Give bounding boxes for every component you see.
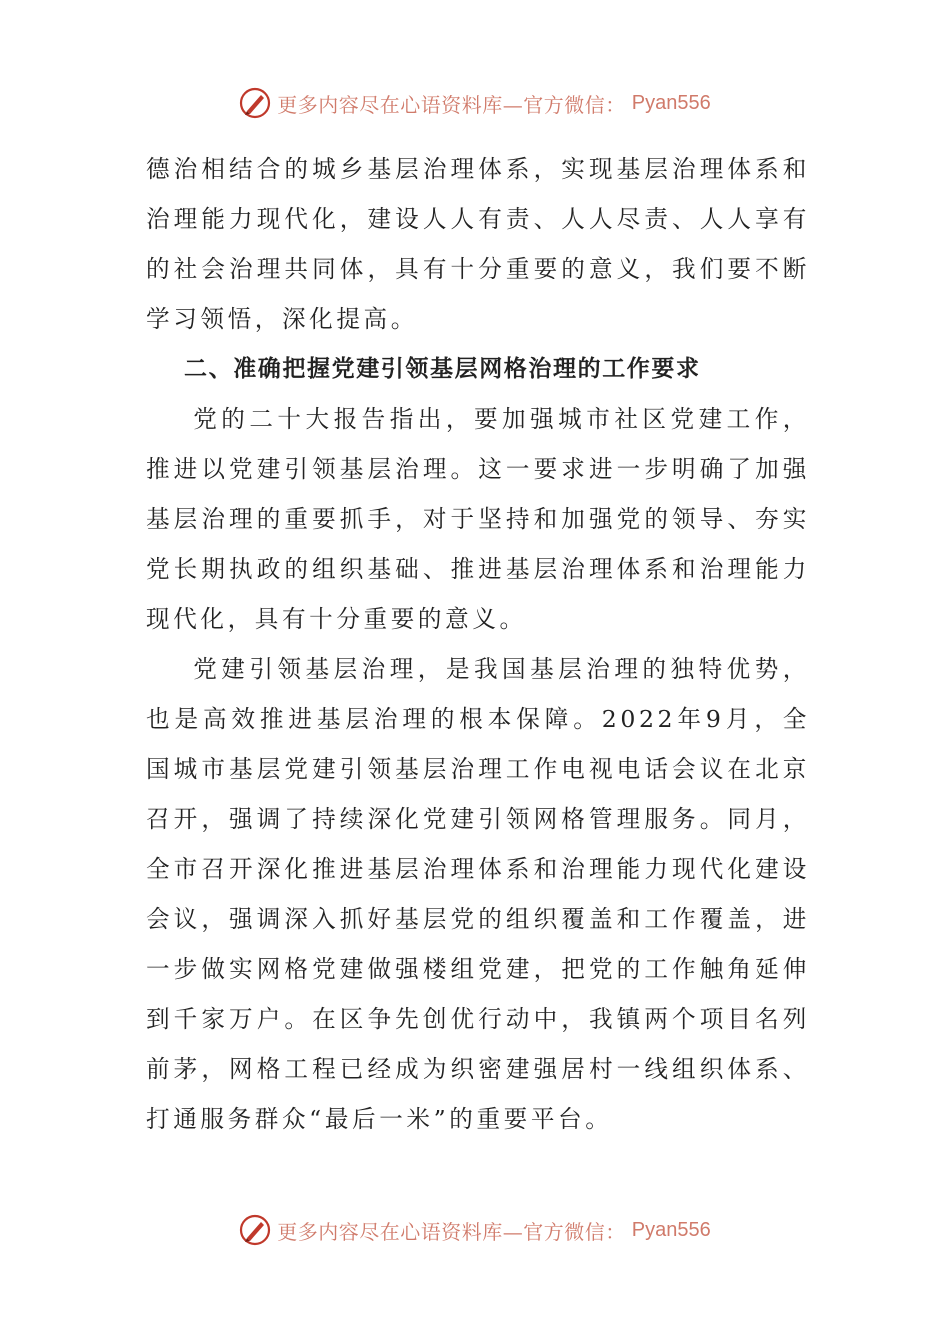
paragraph-2: 党的二十大报告指出，要加强城市社区党建工作，推进以党建引领基层治理。这一要求进一步明确了加强基层治理的重要抓手，对于坚持和加强党的领导、夯实党长期执政的组织基础、推进基层治理体系和治理能力现代化，具有十分重要的意义。 xyxy=(146,405,810,633)
header-watermark xyxy=(0,85,950,121)
section-heading: 二、准确把握党建引领基层网格治理的工作要求 xyxy=(184,356,701,382)
paragraph-3: 党建引领基层治理，是我国基层治理的独特优势，也是高效推进基层治理的根本保障。2022年9月，全国城市基层党建引领基层治理工作电视电话会议在北京召开，强调了持续深化党建引领网格管理服务。同月，全市召开深化推进基层治理体系和治理能力现代化建设会议，强调深入抓好基层党的组织覆盖和工作覆盖，进一步做实网格党建做强楼组党建，把党的工作触角延伸到千家万户。在区争先创优行动中，我镇两个项目名列前茅，网格工程已经成为织密建强居村一线组织体系、打通服务群众“最后一米”的重要平台。 xyxy=(146,655,810,1133)
paragraph-continuation: 德治相结合的城乡基层治理体系，实现基层治理体系和治理能力现代化，建设人人有责、人人尽责、人人享有的社会治理共同体，具有十分重要的意义，我们要不断学习领悟，深化提高。 xyxy=(146,155,810,333)
pen-logo-icon xyxy=(239,1214,271,1246)
footer-watermark xyxy=(0,1212,950,1248)
watermark-wechat-id: Pyan556 xyxy=(631,91,711,114)
watermark-wechat-id: Pyan556 xyxy=(631,1218,711,1241)
watermark-text: 更多内容尽在心语资料库—官方微信： xyxy=(277,1219,626,1244)
document-body xyxy=(146,144,810,1144)
watermark-text: 更多内容尽在心语资料库—官方微信： xyxy=(277,92,626,117)
pen-logo-icon xyxy=(239,87,271,119)
